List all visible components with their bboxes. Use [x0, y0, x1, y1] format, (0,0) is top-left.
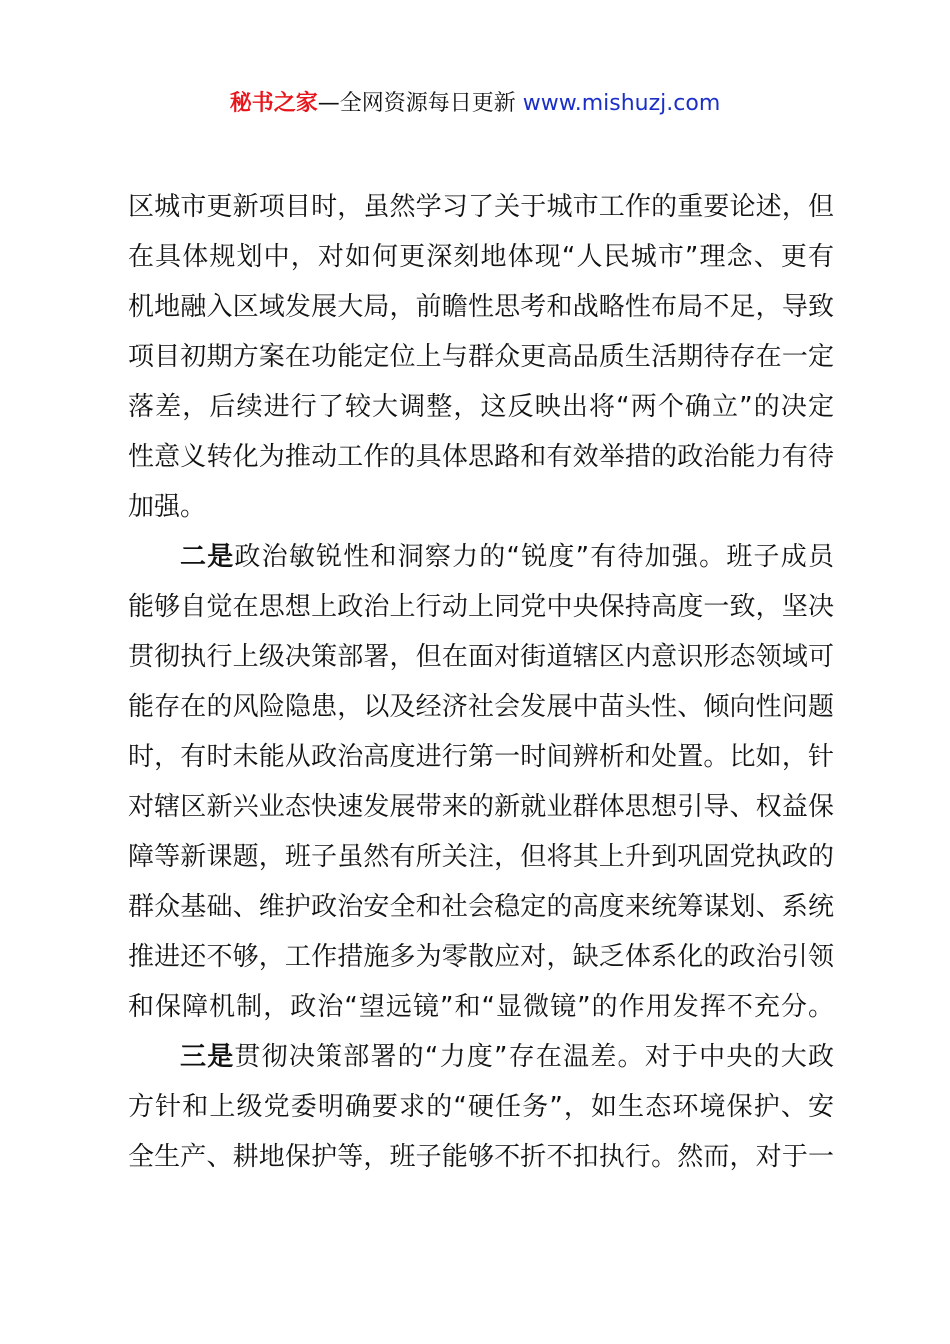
text-line: 障等新课题，班子虽然有所关注，但将其上升到巩固党执政的 — [128, 842, 834, 872]
text-line-content: 政治敏锐性和洞察力的“锐度”有待加强。班子成员 — [234, 542, 834, 572]
paragraph-lead: 三是 — [180, 1042, 235, 1072]
brand-name: 秘书之家 — [229, 91, 318, 116]
text-line — [128, 532, 834, 582]
paragraph — [128, 1032, 834, 1182]
text-line: 时，有时未能从政治高度进行第一时间辨析和处置。比如，针 — [128, 742, 834, 772]
text-line: 和保障机制，政治“望远镜”和“显微镜”的作用发挥不充分。 — [128, 992, 834, 1022]
paragraph-lead: 二是 — [180, 542, 235, 572]
text-line: 机地融入区域发展大局，前瞻性思考和战略性布局不足，导致 — [128, 292, 834, 322]
paragraph — [128, 532, 834, 1032]
text-line: 贯彻执行上级决策部署，但在面对街道辖区内意识形态领域可 — [128, 642, 834, 672]
text-line: 能存在的风险隐患，以及经济社会发展中苗头性、倾向性问题 — [128, 692, 834, 722]
text-line — [128, 1032, 834, 1082]
text-line: 加强。 — [128, 492, 207, 522]
page-header — [0, 88, 950, 120]
text-line: 群众基础、维护政治安全和社会稳定的高度来统筹谋划、系统 — [128, 892, 834, 922]
text-line: 性意义转化为推动工作的具体思路和有效举措的政治能力有待 — [128, 442, 834, 472]
paragraph — [128, 182, 834, 532]
text-line: 全生产、耕地保护等，班子能够不折不扣执行。然而，对于一 — [128, 1142, 834, 1172]
header-tagline: —全网资源每日更新 — [317, 91, 523, 116]
text-line: 项目初期方案在功能定位上与群众更高品质生活期待存在一定 — [128, 342, 834, 372]
text-line: 推进还不够，工作措施多为零散应对，缺乏体系化的政治引领 — [128, 942, 834, 972]
text-line-content: 贯彻决策部署的“力度”存在温差。对于中央的大政 — [234, 1042, 834, 1072]
text-line: 方针和上级党委明确要求的“硬任务”，如生态环境保护、安 — [128, 1092, 834, 1122]
document-body — [128, 182, 834, 1182]
text-line: 对辖区新兴业态快速发展带来的新就业群体思想引导、权益保 — [128, 792, 834, 822]
site-url-link[interactable]: www.mishuzj.com — [522, 91, 721, 116]
text-line: 在具体规划中，对如何更深刻地体现“人民城市”理念、更有 — [128, 242, 834, 272]
text-line: 落差，后续进行了较大调整，这反映出将“两个确立”的决定 — [128, 392, 834, 422]
text-line: 能够自觉在思想上政治上行动上同党中央保持高度一致，坚决 — [128, 592, 834, 622]
text-line: 区城市更新项目时，虽然学习了关于城市工作的重要论述，但 — [128, 192, 834, 222]
